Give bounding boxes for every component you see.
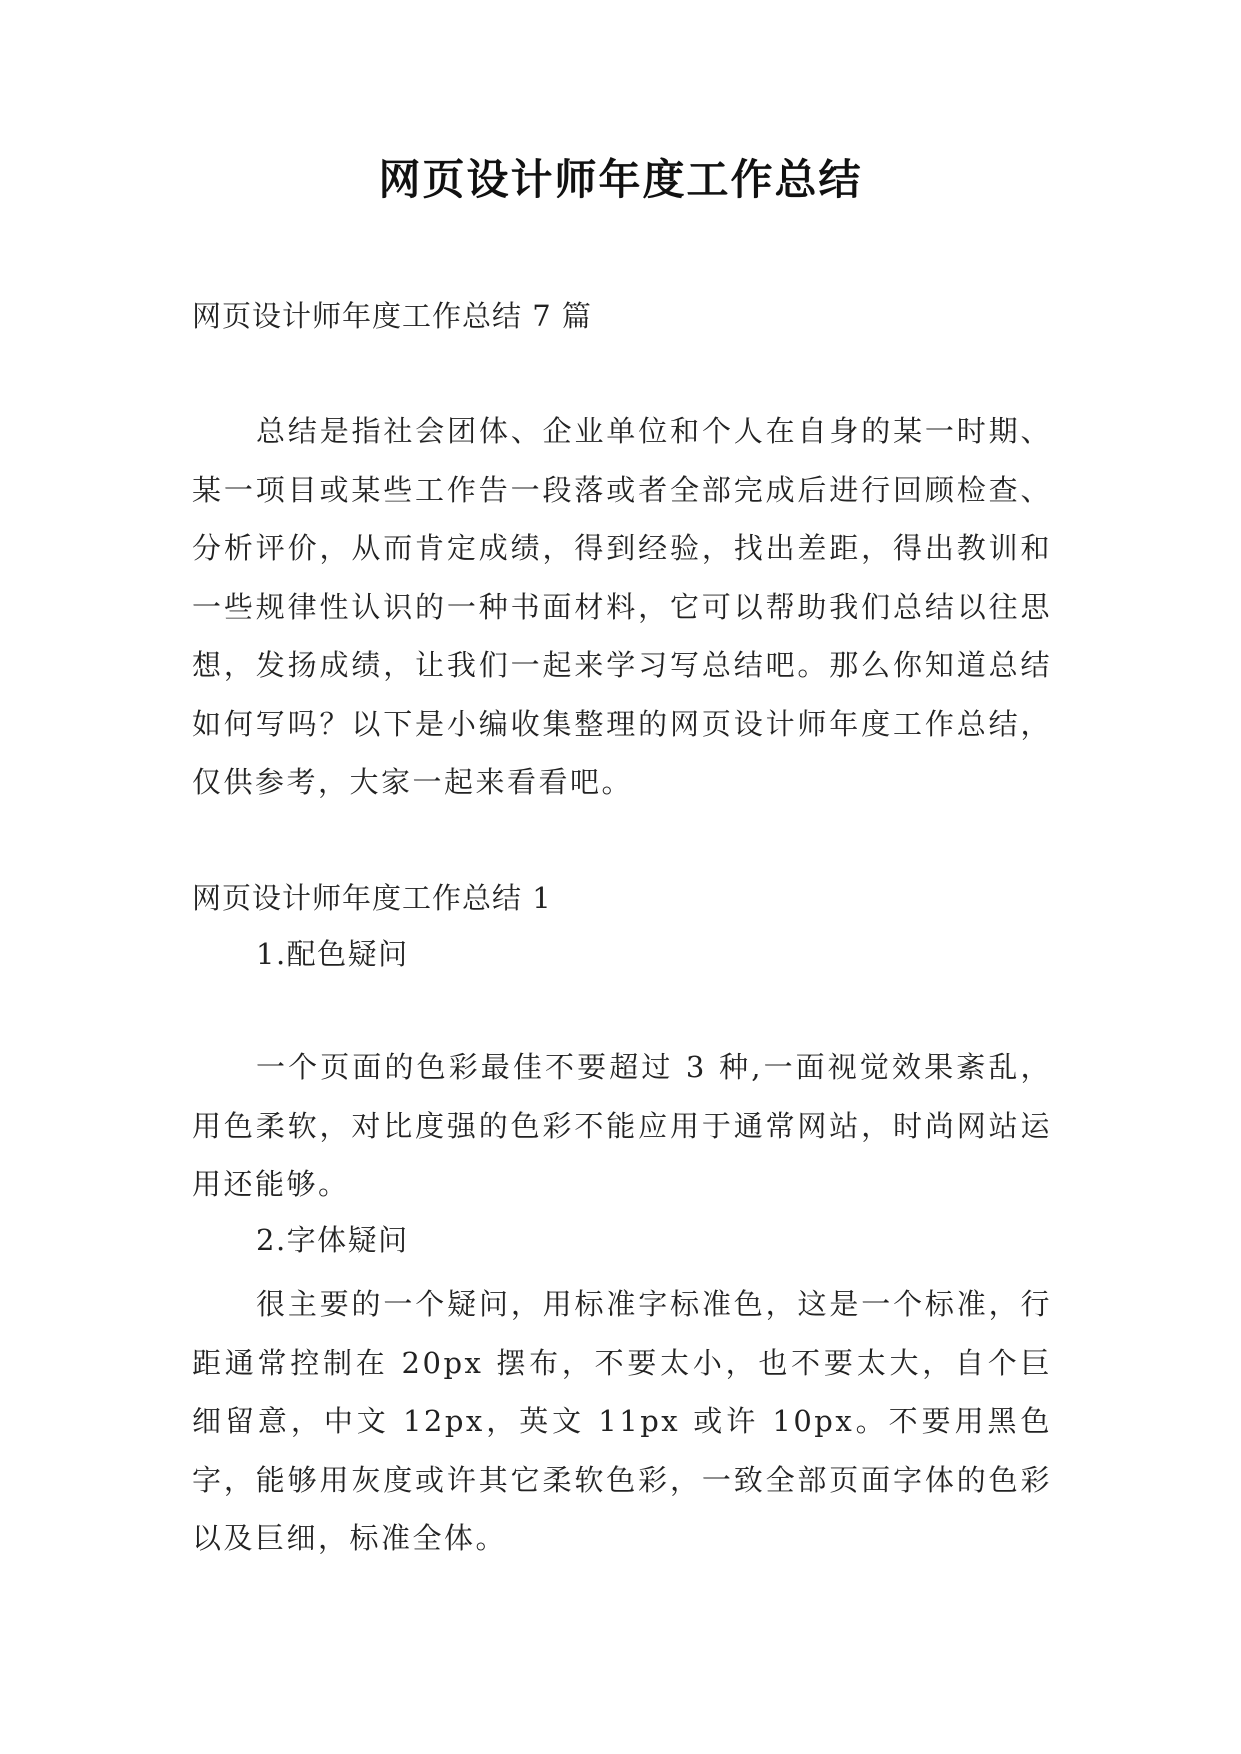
intro-paragraph: 总结是指社会团体、企业单位和个人在自身的某一时期、某一项目或某些工作告一段落或者全部完成后进行回顾检查、分析评价，从而肯定成绩，得到经验，找出差距，得出教训和一些规律性认识的一种书面材料，它可以帮助我们总结以往思想，发扬成绩，让我们一起来学习写总结吧。那么你知道总结如何写吗？以下是小编收集整理的网页设计师年度工作总结，仅供参考，大家一起来看看吧。	[192, 414, 1052, 799]
section-heading: 网页设计师年度工作总结 1	[192, 881, 552, 915]
document-title: 网页设计师年度工作总结	[378, 155, 863, 204]
document-subtitle: 网页设计师年度工作总结 7 篇	[192, 299, 592, 333]
item-heading-font: 2.字体疑问	[256, 1223, 409, 1257]
item-body-color: 一个页面的色彩最佳不要超过 3 种,一面视觉效果紊乱，用色柔软，对比度强的色彩不能应用于通常网站，时尚网站运用还能够。	[192, 1050, 1052, 1201]
item-body-font: 很主要的一个疑问，用标准字标准色，这是一个标准，行距通常控制在 20px 摆布，不要太小，也不要太大，自个巨细留意，中文 12px，英文 11px 或许 10px。不要用黑色字，能够用灰度或许其它柔软色彩，一致全部页面字体的色彩以及巨细，标准全体。	[192, 1287, 1052, 1555]
item-heading-color: 1.配色疑问	[256, 937, 409, 971]
